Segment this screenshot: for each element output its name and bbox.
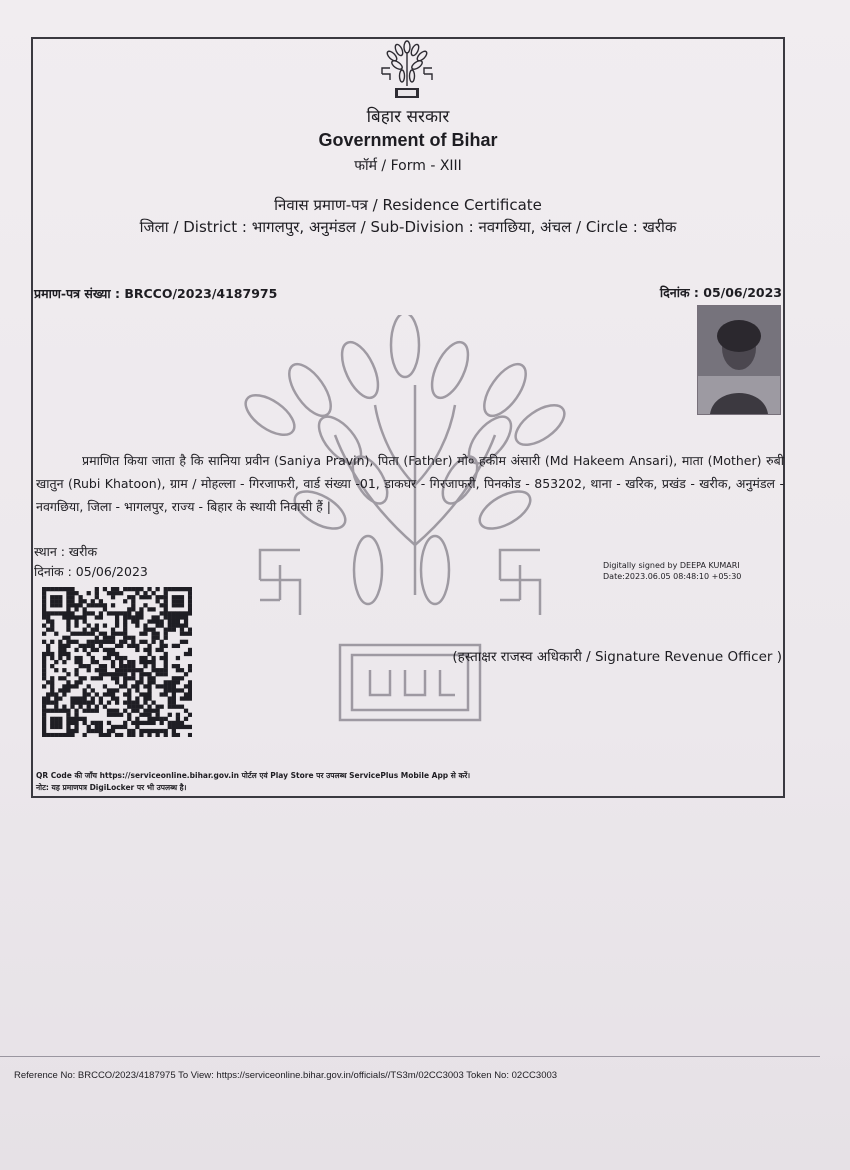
form-number: फॉर्म / Form - XIII (354, 158, 462, 174)
state-name-hindi: बिहार सरकार (366, 107, 450, 127)
footer-divider (0, 1056, 820, 1057)
qr-note-line2: नोट: यह प्रमाणपत्र DigiLocker पर भी उपलब्ध है। (36, 783, 187, 792)
certificate-statement: प्रमाणित किया जाता है कि सानिया प्रवीन (Saniya Pravin), पिता (Father) मो० हकीम अंसारी (Md Hakeem Ansari), माता (Mother) रुबी खातुन (Rubi Khatoon), ग्राम / मोहल्ला - गिरजाफरी, वार्ड संख्या -01, डाकघर - गिरजाफरी, पिनकोड - 853202, थाना - खरिक, प्रखंड - खरीक, अनुमंडल - नवगछिया, जिला - भागलपुर, राज्य - बिहार के स्थायी निवासी हैं | (36, 453, 784, 514)
bihar-emblem-watermark (240, 315, 590, 775)
digital-signature-date: Date:2023.06.05 08:48:10 +05:30 (603, 572, 742, 581)
qr-verification-note (36, 770, 470, 794)
issue-place: स्थान : खरीक (34, 544, 98, 559)
certificate-title: निवास प्रमाण-पत्र / Residence Certificate (274, 196, 542, 214)
bihar-emblem-logo (372, 38, 442, 104)
qr-code[interactable] (42, 587, 192, 737)
district-line: जिला / District : भागलपुर, अनुमंडल / Sub-Division : नवगछिया, अंचल / Circle : खरीक (139, 218, 677, 236)
digital-signature-signer: Digitally signed by DEEPA KUMARI (603, 561, 740, 570)
certificate-number: प्रमाण-पत्र संख्या : BRCCO/2023/4187975 (34, 286, 278, 301)
issue-date-bottom: दिनांक : 05/06/2023 (34, 564, 148, 579)
footer-reference: Reference No: BRCCO/2023/4187975 To View: https://serviceonline.bihar.gov.in/officials//TS3m/02CC3003 Token No: 02CC3003 (14, 1070, 558, 1081)
issue-date-top: दिनांक : 05/06/2023 (659, 285, 782, 300)
government-title: Government of Bihar (318, 130, 498, 150)
digital-signature-block (603, 560, 741, 582)
qr-note-line1: QR Code की जाँच https://serviceonline.bihar.gov.in पोर्टल एवं Play Store पर उपलब्ध ServicePlus Mobile App से करें। (36, 771, 471, 780)
applicant-photo (697, 305, 781, 415)
signature-officer-label: (हस्ताक्षर राजस्व अधिकारी / Signature Revenue Officer ) (452, 649, 782, 665)
